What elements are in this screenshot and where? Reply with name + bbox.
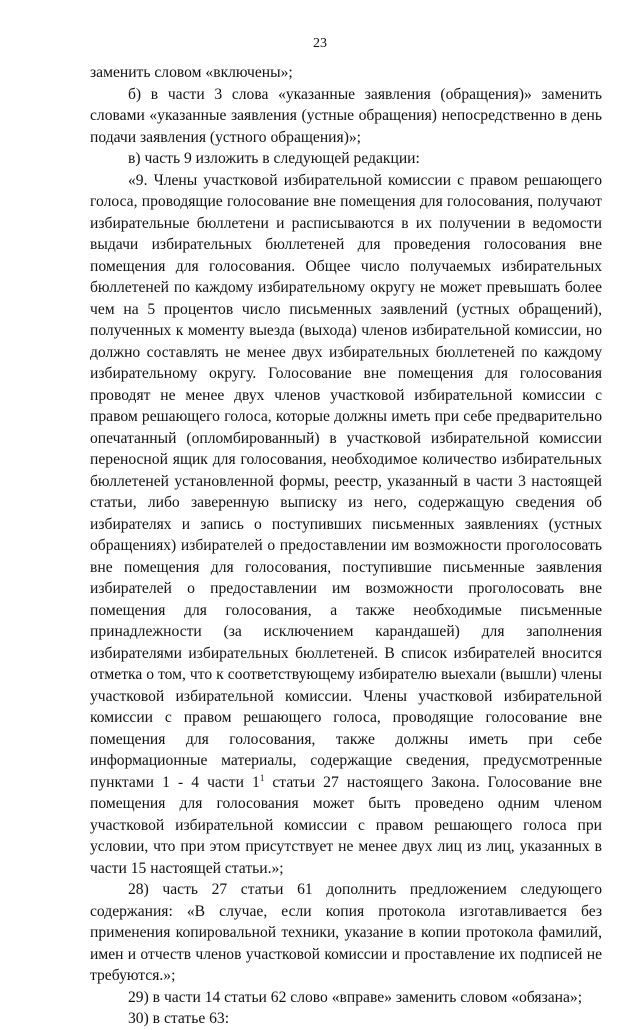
paragraph-item-v: в) часть 9 изложить в следующей редакции: bbox=[128, 150, 420, 167]
paragraph-item-28: 28) часть 27 статьи 61 дополнить предложением следующего содержания: «В случае, если копия протокола изготавливается без применения копировальной техники, указание в копии протокола фамилий, имен и отчеств членов участковой комиссии и проставление их подписей не требуются.»; bbox=[90, 881, 602, 984]
superscript-marker: 1 bbox=[259, 772, 265, 783]
page-number: 23 bbox=[313, 36, 327, 51]
paragraph-part-9-text bbox=[90, 170, 602, 880]
part-9-text-start: «9. Члены участковой избирательной комиссии с правом решающего голоса, проводящие голосование вне помещения для голосования, получают избирательные бюллетени и расписываются в их получении в ведомости выдачи избирательных бюллетеней для проведения голосования вне помещения для голосования. Общее число получаемых избирательных бюллетеней по каждому избирательному округу не может превышать более чем на 5 процентов число письменных заявлений (устных обращений), полученных к моменту выезда (выхода) членов избирательной комиссии, но должно составлять не менее двух избирательных бюллетеней по каждому избирательному округу. Голосование вне помещения для голосования проводят не менее двух членов участковой избирательной комиссии с правом решающего голоса, которые должны иметь при себе предварительно опечатанный (опломбированный) в участковой избирательной комиссии переносной ящик для голосования, необходимое количество избирательных бюллетеней установленной формы, реестр, указанный в части 3 настоящей статьи, либо заверенную выписку из него, содержащую сведения об избирателях и запись о поступивших письменных заявлениях (устных обращениях) избирателей о предоставлении им возможности проголосовать вне помещения для голосования, поступившие письменные заявления избирателей о предоставлении им возможности проголосовать вне помещения для голосования, а также необходимые письменные принадлежности (за исключением карандашей) для заполнения избирателями избирательных бюллетеней. В список избирателей вносится отметка о том, что к соответствующему избирателю выехали (вышли) члены участковой избирательной комиссии. Члены участковой избирательной комиссии с правом решающего голоса, проводящие голосование вне помещения для голосования, также должны иметь при себе информационные материалы, содержащие сведения, предусмотренные пунктами 1 - 4 части 1 bbox=[90, 171, 602, 791]
paragraph-continuation: заменить словом «включены»; bbox=[90, 64, 293, 81]
document-body bbox=[90, 62, 602, 1030]
part-9-text-end: статьи 27 настоящего Закона. Голосование вне помещения для голосования может быть проведено одним членом участковой избирательной комиссии с правом решающего голоса при условии, что при этом присутствует не менее двух лиц из лиц, указанных в части 15 настоящей статьи.»; bbox=[90, 773, 602, 877]
paragraph-item-29: 29) в части 14 статьи 62 слово «вправе» заменить словом «обязана»; bbox=[128, 988, 583, 1006]
paragraph-item-30: 30) в статье 63: bbox=[128, 1010, 230, 1027]
paragraph-item-b: б) в части 3 слова «указанные заявления (обращения)» заменить словами «указанные заявления (устные обращения) непосредственно в день подачи заявления (устного обращения)»; bbox=[90, 85, 602, 146]
